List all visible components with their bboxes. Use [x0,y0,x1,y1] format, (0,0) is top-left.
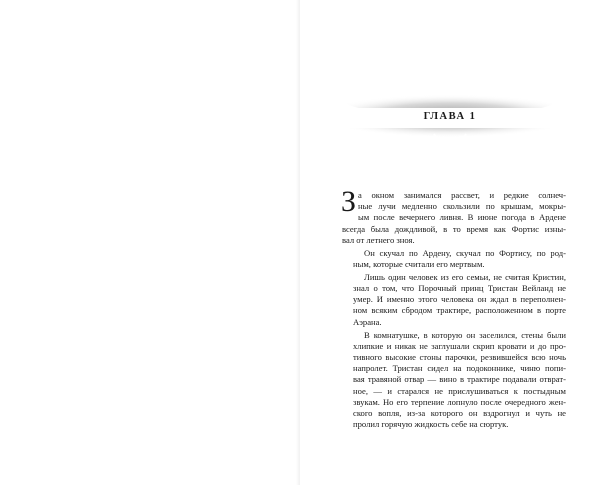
text-line: хлипкие и никак не заглушали скрип кровати и до про- [353,340,566,351]
right-page [300,0,600,485]
text-line: знал о том, что Порочный принц Тристан Вейланд не [353,283,566,293]
text-line: тивного высокие стоны парочки, резвившейся всю ночь [353,351,566,362]
chapter-title: ГЛАВА 1 [423,111,477,122]
text-line: умер. И именно этого человека он ждал в переполнен- [353,294,566,305]
text-line: пролил горячую жидкость себе на сюртук. [353,419,509,430]
text-line: Аэрана. [353,316,382,327]
text-line: вая травяной отвар — вино в трактире подавали отврат- [353,374,566,385]
text-line: ном всяким сбродом трактире, расположенном в порте [353,305,566,316]
paragraph [342,330,566,431]
text-line: Он скучал по Ардену, скучал по Фортису, по род- [364,247,566,258]
text-line: вал от летнего зноя. [342,234,415,245]
text-line: ым после вечернего ливня. В июне погода в Ардене [358,212,566,223]
paragraph [342,272,566,328]
bottom-ornament-icon [300,128,600,168]
text-line: ского вопля, из-за которого он вздрогнул и чуть не [353,407,566,418]
chapter-text [341,185,566,432]
paragraph [342,248,566,270]
text-line: В комнатушке, в которую он заселился, стены были [364,329,566,340]
top-ornament-icon [300,50,600,108]
text-line: звукам. Но его терпение лопнуло после очередного жен- [353,396,566,407]
text-line: ное, — и старался не прислушиваться к постыдным [353,385,566,396]
text-line: Лишь один человек из его семьи, не считая Кристин, [364,271,566,282]
text-line: ные лучи медленно скользили по крышам, мокры- [358,201,566,212]
paragraph [341,185,566,246]
text-line: напролет. Тристан сидел на подоконнике, чиню попи- [353,363,566,374]
text-line: а окном занимался рассвет, и редкие солнеч- [358,190,566,200]
text-line: всегда была дождливой, в то время как Фортис изны- [342,223,566,234]
text-line: ным, которые считали его мертвым. [353,258,485,269]
drop-cap: З [341,185,357,218]
